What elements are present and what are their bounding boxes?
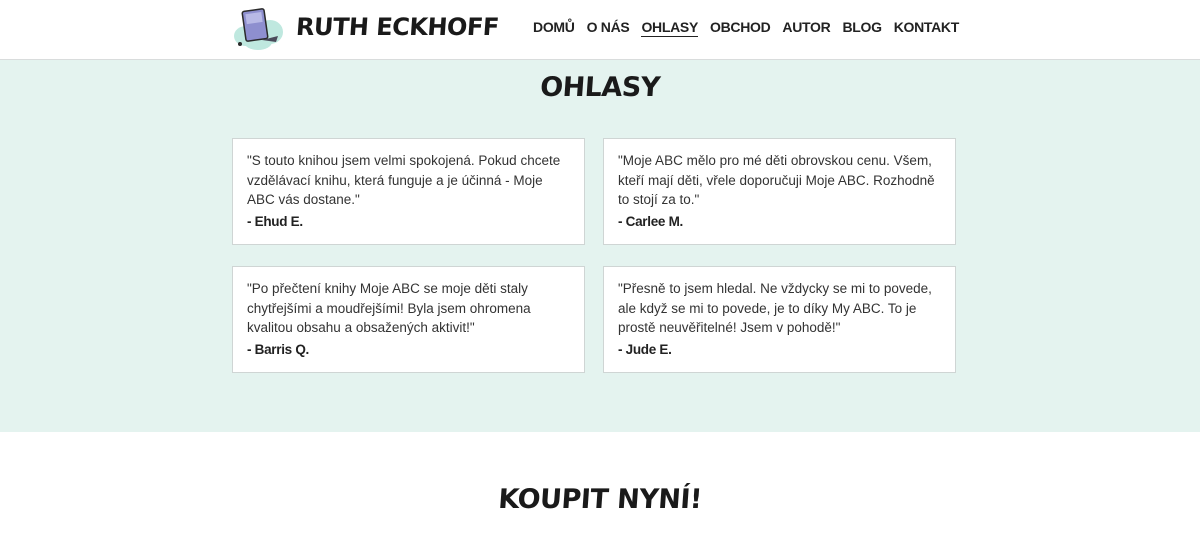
testimonial-author: - Ehud E. bbox=[247, 213, 303, 229]
testimonial-quote: "S touto knihou jsem velmi spokojená. Pokud chcete vzdělávací knihu, která funguje a je účinná - Moje ABC vás dostane." bbox=[247, 153, 561, 207]
testimonial-card bbox=[232, 138, 585, 245]
testimonial-author: - Carlee M. bbox=[618, 213, 683, 229]
nav-item-obchod[interactable]: OBCHOD bbox=[710, 19, 771, 35]
testimonial-quote: "Přesně to jsem hledal. Ne vždycky se mi to povede, ale když se mi to povede, je to díky My ABC. To je prostě neuvěřitelné! Jsem v pohodě!" bbox=[618, 281, 932, 335]
testimonial-author: - Jude E. bbox=[618, 341, 672, 357]
nav-item-autor[interactable]: AUTOR bbox=[782, 19, 831, 35]
nav-item-ohlasy[interactable]: OHLASY bbox=[641, 19, 698, 35]
site-brand[interactable]: RUTH ECKHOFF bbox=[295, 13, 500, 41]
testimonial-quote: "Po přečtení knihy Moje ABC se moje děti staly chytřejšími a moudřejšími! Byla jsem ohromena kvalitou obsahu a obsažených aktivit!" bbox=[247, 281, 531, 335]
main-nav bbox=[533, 19, 959, 37]
nav-item-domu[interactable]: DOMŮ bbox=[533, 19, 575, 35]
nav-item-o-nas[interactable]: O NÁS bbox=[586, 19, 630, 35]
testimonials-section bbox=[0, 60, 1200, 432]
testimonial-author: - Barris Q. bbox=[247, 341, 309, 357]
buy-now-heading: KOUPIT NYNÍ! bbox=[497, 484, 703, 515]
testimonial-card bbox=[603, 266, 956, 373]
testimonial-card bbox=[603, 138, 956, 245]
nav-item-blog[interactable]: BLOG bbox=[842, 19, 882, 35]
testimonial-quote: "Moje ABC mělo pro mé děti obrovskou cenu. Všem, kteří mají děti, vřele doporučuji Moje ABC. Rozhodně to stojí za to." bbox=[618, 153, 935, 207]
section-title: OHLASY bbox=[539, 72, 661, 103]
nav-item-kontakt[interactable]: KONTAKT bbox=[893, 19, 959, 35]
book-logo-icon[interactable] bbox=[232, 6, 284, 52]
testimonial-card bbox=[232, 266, 585, 373]
site-header bbox=[0, 0, 1200, 60]
